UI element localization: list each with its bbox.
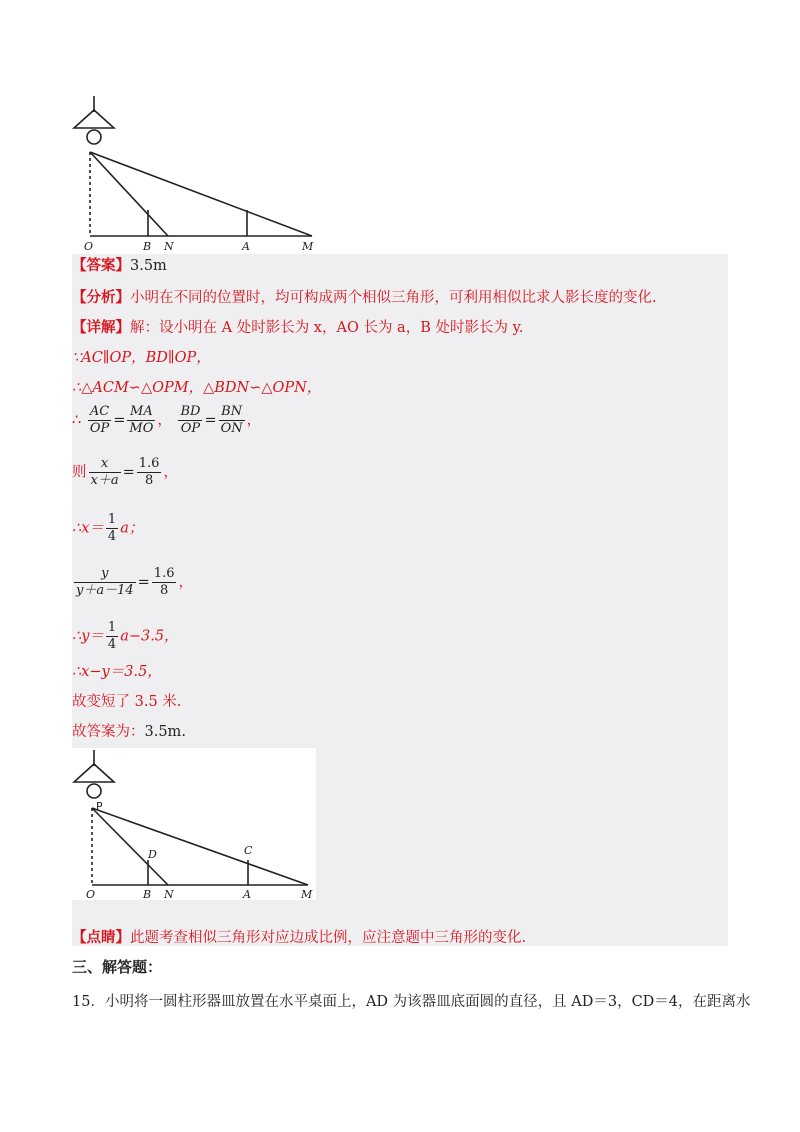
fraction-x: $\frac{x}{x+a}$ <box>90 456 119 488</box>
label-A: A <box>242 240 250 252</box>
lamp-shadow-figure-top <box>70 92 330 252</box>
label-N-2: N <box>164 888 174 900</box>
analysis-tag: 【分析】 <box>72 289 130 306</box>
fraction-quarter: $\frac{1}{4}$ <box>107 512 117 544</box>
label-C: C <box>244 844 253 857</box>
fraction-bd-op: $\frac{BD}{OP}$ <box>180 404 201 436</box>
step-ratios: ∴ $\frac{AC}{OP}$ = $\frac{MA}{MO}$ ， $\frac{BD}{OP}$ = $\frac{BN}{ON}$ ， <box>72 404 262 436</box>
step-similar: ∴△ACM∽△OPM，△BDN∽△OPN， <box>72 380 322 396</box>
fraction-1.6-8-b: $\frac{1.6}{8}$ <box>153 566 175 598</box>
final-answer-line: 故答案为：3.5m. <box>72 724 186 740</box>
ray-PM <box>90 152 312 236</box>
step-solve-y: ∴y＝ $\frac{1}{4}$ a−3.5， <box>72 620 179 652</box>
label-O: O <box>84 240 94 252</box>
ray-PN-2 <box>92 808 168 885</box>
lamp-bulb <box>87 130 101 144</box>
comment-text: 此题考查相似三角形对应边成比例，应注意题中三角形的变化. <box>130 930 527 946</box>
label-A-2: A <box>243 888 251 900</box>
ray-PM-2 <box>92 808 308 885</box>
label-D: D <box>148 848 157 861</box>
detail-line <box>72 318 523 338</box>
lamp-shadow-figure-labeled <box>72 748 316 900</box>
section-title: 三、解答题： <box>72 958 163 976</box>
comment-tag: 【点睛】 <box>72 929 130 946</box>
step-parallel: ∵AC∥OP，BD∥OP， <box>72 350 211 366</box>
label-B: B <box>143 240 152 252</box>
detail-tag: 【详解】 <box>72 319 130 336</box>
step-conclusion: 故变短了 3.5 米. <box>72 694 182 710</box>
step-equation-y: $\frac{y}{y+a-14}$ = $\frac{1.6}{8}$ ， <box>76 566 193 598</box>
comment-line <box>72 928 526 948</box>
label-M: M <box>302 240 314 252</box>
ray-PN <box>90 152 168 236</box>
fraction-ma-mo: $\frac{MA}{MO}$ <box>129 404 154 436</box>
label-M-2: M <box>301 888 313 900</box>
label-B-2: B <box>143 888 152 900</box>
step-solve-x: ∴x＝ $\frac{1}{4}$ a； <box>72 512 144 544</box>
label-O-2: O <box>86 888 96 900</box>
fraction-ac-op: $\frac{AC}{OP}$ <box>89 404 110 436</box>
therefore-symbol: ∴ <box>72 412 82 429</box>
step-equation-x: 则 $\frac{x}{x+a}$ = $\frac{1.6}{8}$ ， <box>72 456 178 488</box>
answer-line <box>72 256 167 276</box>
fraction-bn-on: $\frac{BN}{ON}$ <box>220 404 243 436</box>
analysis-line <box>72 288 657 308</box>
lamp-bulb-2 <box>87 784 101 798</box>
fraction-y: $\frac{y}{y+a-14}$ <box>76 566 134 598</box>
fraction-quarter-b: $\frac{1}{4}$ <box>107 620 117 652</box>
fraction-1.6-8: $\frac{1.6}{8}$ <box>138 456 160 488</box>
label-N: N <box>164 240 174 252</box>
label-P: P <box>96 800 103 813</box>
step-difference: ∴x−y＝3.5， <box>72 664 162 680</box>
detail-text: 解：设小明在 A 处时影长为 x，AO 长为 a，B 处时影长为 y. <box>130 320 524 336</box>
answer-value: 3.5m <box>130 258 167 274</box>
lamp-shade <box>74 110 114 128</box>
lamp-shade-2 <box>74 764 114 782</box>
analysis-text: 小明在不同的位置时，均可构成两个相似三角形，可利用相似比求人影长度的变化. <box>130 290 657 306</box>
question-15-text: 15．小明将一圆柱形器皿放置在水平桌面上，AD 为该器皿底面圆的直径，且 AD＝3，CD＝4，在距离水 <box>72 994 751 1010</box>
answer-tag: 【答案】 <box>72 257 130 274</box>
final-answer-value: 3.5m <box>144 724 182 740</box>
